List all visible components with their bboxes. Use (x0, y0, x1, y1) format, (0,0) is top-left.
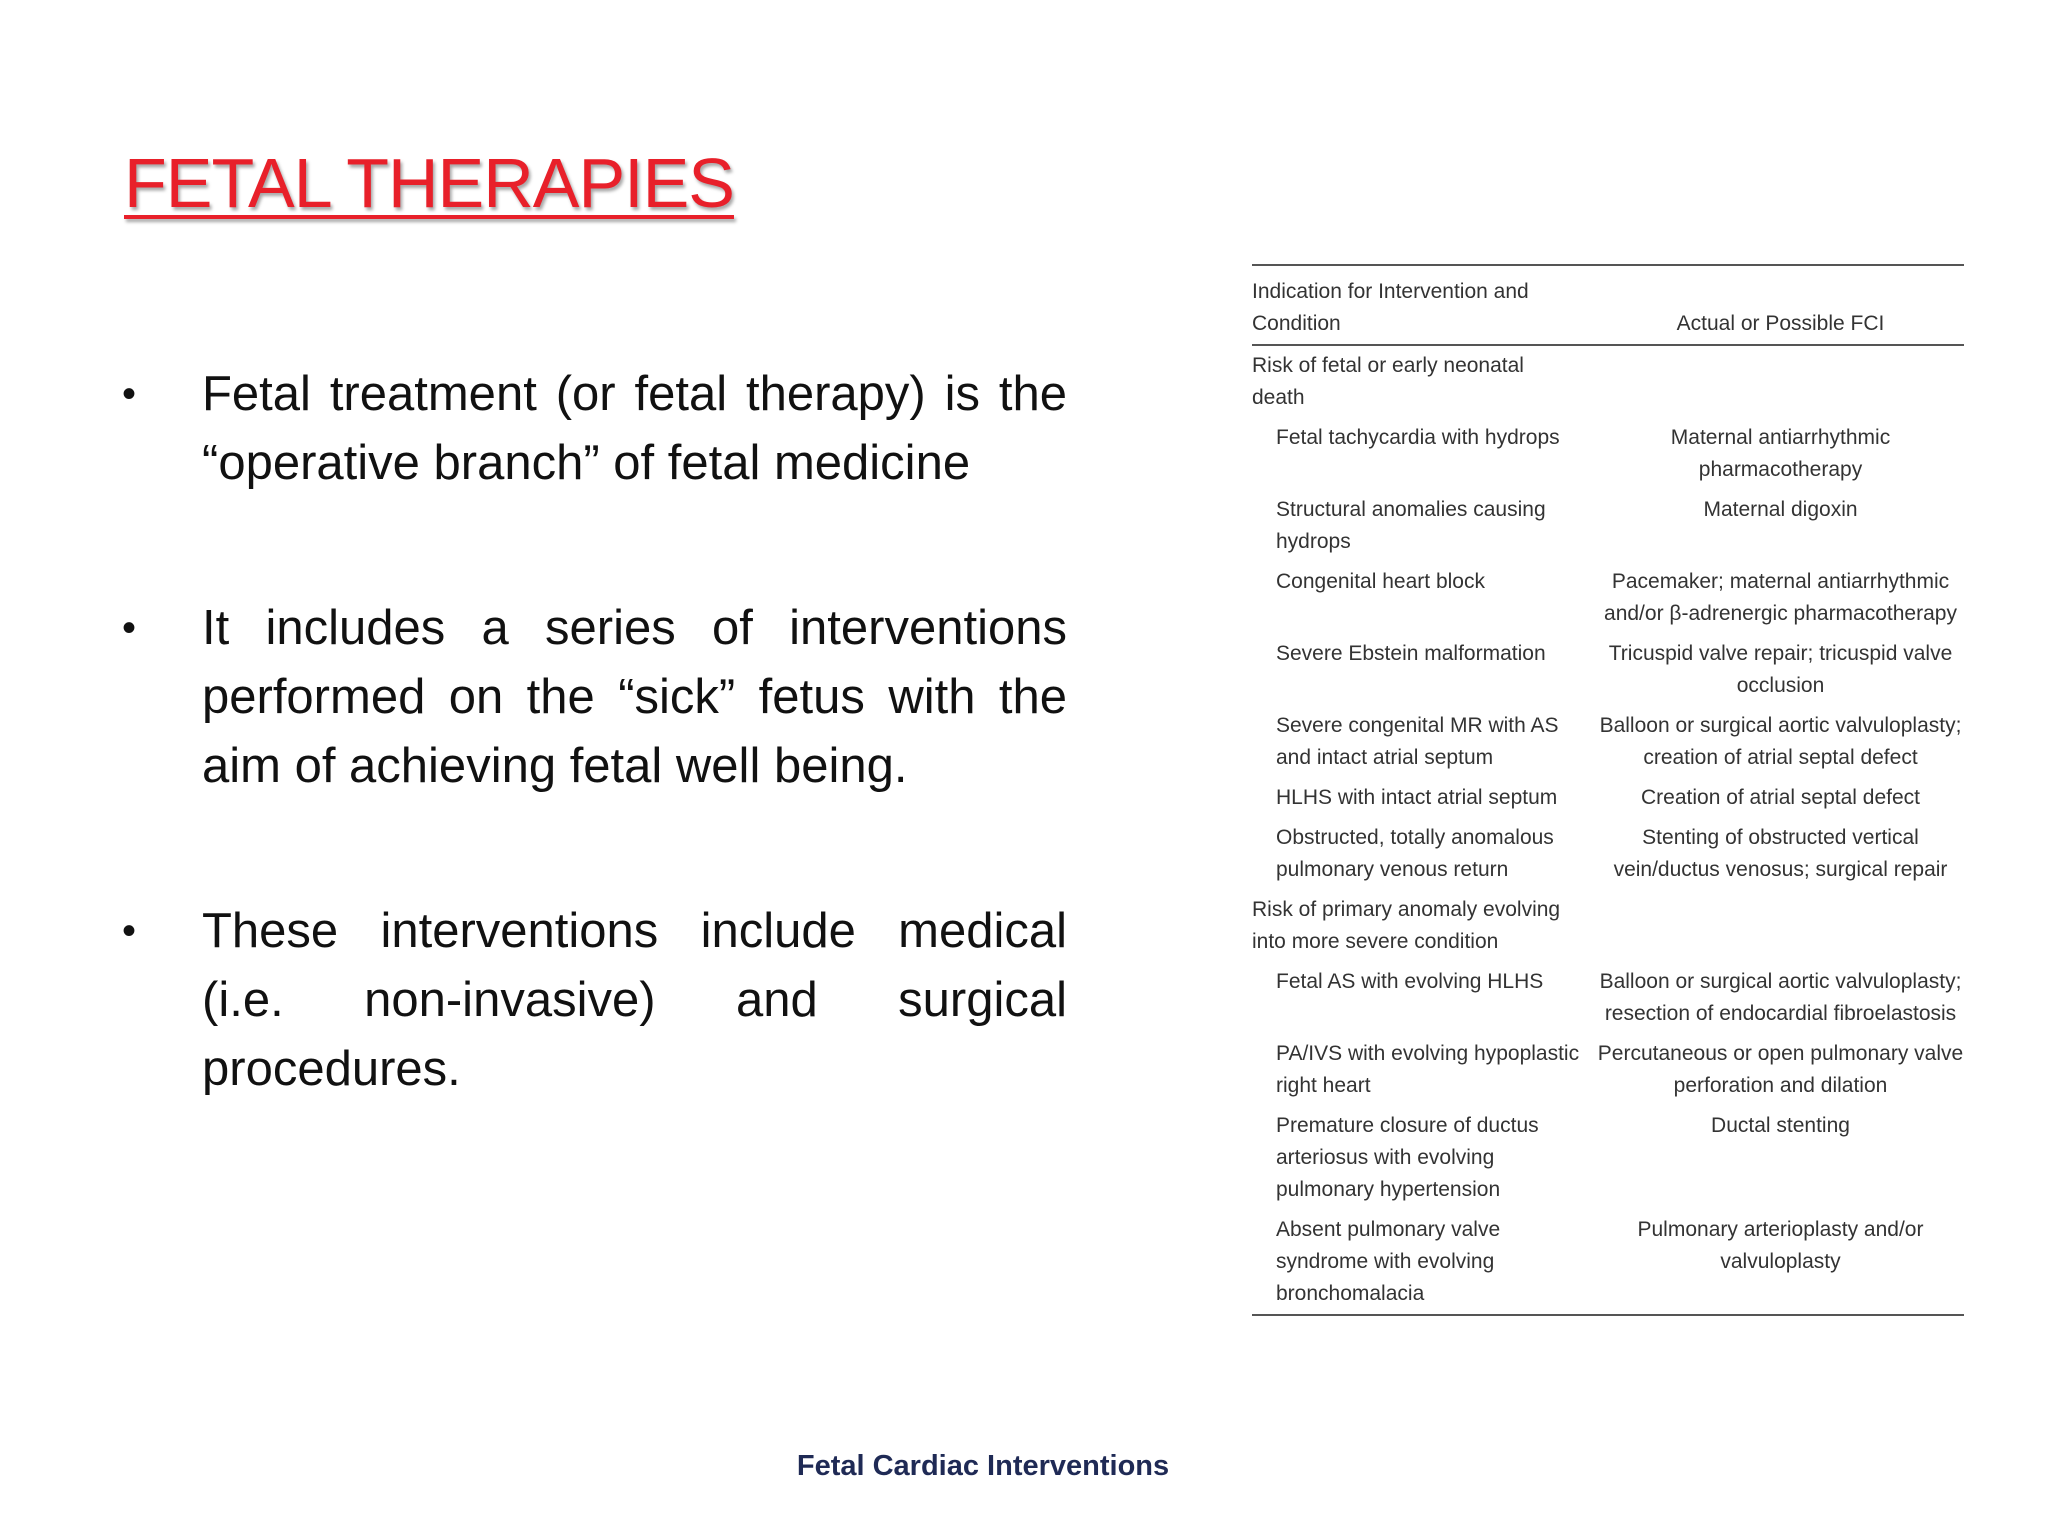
bullet-marker: • (122, 909, 137, 953)
section-row (1252, 345, 1964, 418)
table-row (1252, 634, 1964, 706)
table-row (1252, 1034, 1964, 1106)
bullet-text: It includes a series of interventions performed on the “sick” fetus with the aim of achieving fetal well being. (202, 601, 1067, 793)
section-row (1252, 890, 1964, 962)
fci-cell: Creation of atrial septal defect (1641, 786, 1920, 809)
fci-cell: Percutaneous or open pulmonary valve perforation and dilation (1597, 1042, 1964, 1097)
table-row (1252, 418, 1964, 490)
fci-cell: Tricuspid valve repair; tricuspid valve occlusion (1608, 642, 1953, 697)
condition-cell: Obstructed, totally anomalous pulmonary venous return (1276, 826, 1554, 881)
column-header-indication: Indication for Intervention and Condition (1252, 266, 1597, 345)
condition-cell: Fetal AS with evolving HLHS (1276, 970, 1544, 993)
table-row (1252, 706, 1964, 778)
condition-cell: Structural anomalies causing hydrops (1276, 498, 1546, 553)
condition-cell: Severe congenital MR with AS and intact atrial septum (1276, 714, 1559, 769)
fci-cell: Pacemaker; maternal antiarrhythmic and/or β-adrenergic pharmacotherapy (1604, 570, 1957, 625)
table-row (1252, 1210, 1964, 1314)
fci-cell: Maternal digoxin (1703, 498, 1858, 521)
condition-cell: Severe Ebstein malformation (1276, 642, 1546, 665)
slide-title: FETAL THERAPIES (124, 144, 734, 222)
table-row (1252, 562, 1964, 634)
bullet-text: Fetal treatment (or fetal therapy) is the “operative branch” of fetal medicine (202, 367, 1067, 490)
fci-cell: Balloon or surgical aortic valvuloplasty; creation of atrial septal defect (1599, 714, 1962, 769)
table-row (1252, 962, 1964, 1034)
condition-cell: Fetal tachycardia with hydrops (1276, 426, 1560, 449)
bullet-marker: • (122, 372, 137, 416)
condition-cell: Congenital heart block (1276, 570, 1485, 593)
bullet-text: These interventions include medical (i.e. non-invasive) and surgical procedures. (202, 904, 1067, 1096)
fci-table-container (1252, 264, 1964, 1316)
bullet-item (122, 897, 1067, 1104)
fci-cell: Pulmonary arterioplasty and/or valvuloplasty (1637, 1218, 1924, 1273)
bullet-item (122, 594, 1067, 801)
fci-cell: Ductal stenting (1711, 1114, 1850, 1137)
fci-table (1252, 266, 1964, 1314)
bullet-marker: • (122, 606, 137, 650)
table-row (1252, 818, 1964, 890)
bullet-item (122, 360, 1067, 498)
slide-footer: Fetal Cardiac Interventions (796, 1450, 1170, 1482)
fci-cell: Stenting of obstructed vertical vein/ductus venosus; surgical repair (1613, 826, 1948, 881)
condition-cell: Absent pulmonary valve syndrome with evolving bronchomalacia (1276, 1218, 1501, 1305)
section-label: Risk of fetal or early neonatal death (1252, 354, 1524, 409)
table-header-row (1252, 266, 1964, 345)
bullet-list (122, 360, 1067, 1104)
fci-cell: Maternal antiarrhythmic pharmacotherapy (1670, 426, 1891, 481)
section-label: Risk of primary anomaly evolving into more severe condition (1252, 898, 1561, 953)
table-row (1252, 490, 1964, 562)
condition-cell: HLHS with intact atrial septum (1276, 786, 1558, 809)
table-row (1252, 1106, 1964, 1210)
table-row (1252, 778, 1964, 818)
condition-cell: PA/IVS with evolving hypoplastic right heart (1276, 1042, 1580, 1097)
fci-cell: Balloon or surgical aortic valvuloplasty; resection of endocardial fibroelastosis (1599, 970, 1962, 1025)
condition-cell: Premature closure of ductus arteriosus with evolving pulmonary hypertension (1276, 1114, 1539, 1201)
column-header-fci: Actual or Possible FCI (1597, 266, 1964, 345)
